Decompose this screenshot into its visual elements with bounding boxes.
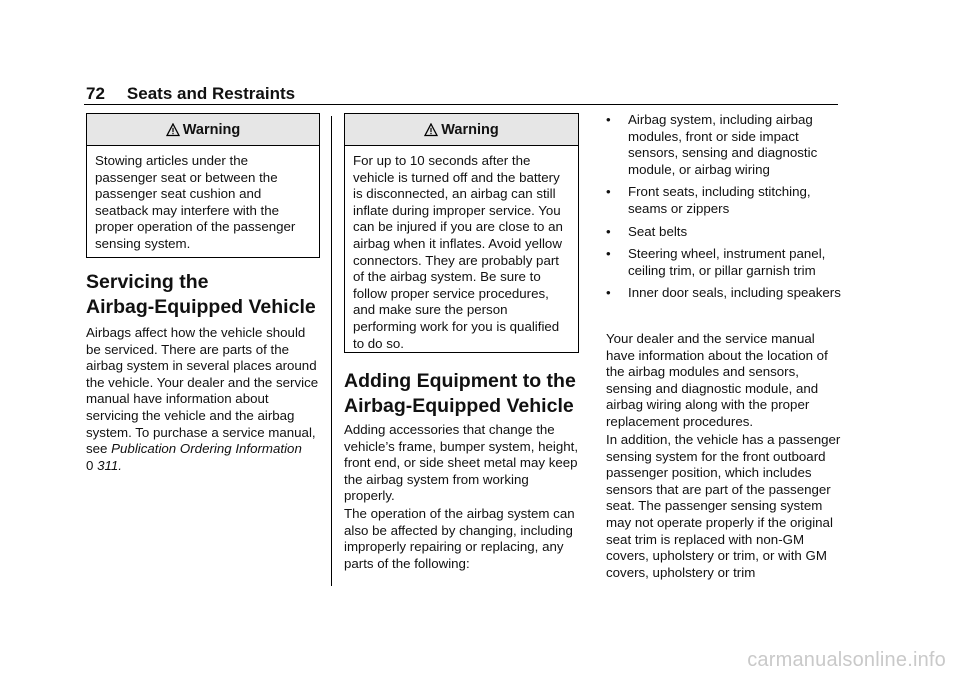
list-item: [606, 224, 842, 241]
bullet-icon: •: [606, 184, 611, 200]
column-divider: [331, 116, 332, 586]
affected-parts-list: [606, 112, 842, 308]
bullet-icon: •: [606, 246, 611, 262]
page-header: [86, 84, 295, 104]
section-title: Seats and Restraints: [126, 84, 296, 103]
adding-heading-line1: Adding Equipment to the: [344, 370, 576, 392]
adding-paragraph-1: Adding accessories that change the vehicle’s frame, bumper system, height, front end, or side sheet metal may keep the airbag system from working properly.: [344, 422, 579, 504]
servicing-heading: [86, 270, 326, 320]
adding-paragraph-2: The operation of the airbag system can also be affected by changing, including improperly repairing or replacing, any parts of the following:: [344, 506, 575, 571]
page-number: 72: [86, 84, 105, 103]
bullet-icon: •: [606, 223, 611, 239]
adding-equipment-heading: [344, 369, 584, 419]
list-item-text: Inner door seals, including speakers: [628, 285, 841, 301]
list-item: [606, 285, 842, 302]
list-item: [606, 184, 842, 217]
warning-body: For up to 10 seconds after the vehicle is turned off and the battery is disconnected, an airbag can still inflate during improper service. You can be injured if you are close to an airbag when it inflates. Avoid yellow connectors. They are probably part of the airbag system. Be sure to follow proper service procedures, and make sure the person performing work for you is qualified to do so.: [353, 153, 563, 351]
page-reference[interactable]: [86, 458, 122, 473]
servicing-paragraph: [86, 325, 322, 474]
header-rule: [84, 104, 838, 105]
dealer-info-paragraph: Your dealer and the service manual have information about the location of the airbag modules and sensors, sensing and diagnostic module, and airbag wiring along with the proper replacement procedures.: [606, 331, 828, 429]
bullet-icon: •: [606, 285, 611, 301]
passenger-sensing-paragraph: In addition, the vehicle has a passenger sensing system for the front outboard passenger position, which includes sensors that are part of the passenger seat. The passenger sensing system may not operate properly if the original seat trim is replaced with non-GM covers, upholstery or trim, or with GM covers, upholstery or trim: [606, 432, 841, 580]
page-ref-number: 311.: [97, 457, 123, 473]
publication-ordering-link[interactable]: Publication Ordering Information: [111, 441, 302, 457]
servicing-body: Airbags affect how the vehicle should be serviced. There are parts of the airbag system in several places around the vehicle. Your dealer and the service manual have information about servicing the vehicle and the airbag system. To purchase a service manual, see: [86, 325, 319, 457]
warning-body: Stowing articles under the passenger seat or between the passenger seat cushion and seatback may interfere with the proper operation of the passenger sensing system.: [95, 153, 296, 251]
list-item-text: Airbag system, including airbag modules, front or side impact sensors, sensing and diagnostic module, or airbag wiring: [628, 112, 818, 177]
page-ref-icon: 0: [86, 457, 94, 473]
list-item-text: Steering wheel, instrument panel, ceiling trim, or pillar garnish trim: [628, 246, 826, 278]
servicing-heading-line2: Airbag-Equipped Vehicle: [86, 296, 316, 318]
warning-header: [345, 114, 578, 146]
watermark: carmanualsonline.info: [747, 649, 946, 671]
servicing-heading-line1: Servicing the: [86, 271, 209, 293]
warning-box-passenger-seat: [86, 113, 320, 258]
list-item-text: Front seats, including stitching, seams or zippers: [628, 184, 811, 216]
list-item-text: Seat belts: [628, 223, 688, 239]
adding-heading-line2: Airbag-Equipped Vehicle: [344, 395, 574, 417]
warning-triangle-icon: [166, 123, 180, 137]
list-item: [606, 246, 842, 279]
list-item: [606, 112, 842, 178]
bullet-icon: •: [606, 112, 611, 127]
warning-title: Warning: [441, 121, 499, 138]
warning-title: Warning: [182, 121, 241, 138]
warning-box-airbag-service: [344, 113, 579, 353]
warning-triangle-icon: [424, 123, 438, 137]
warning-header: [87, 114, 319, 146]
